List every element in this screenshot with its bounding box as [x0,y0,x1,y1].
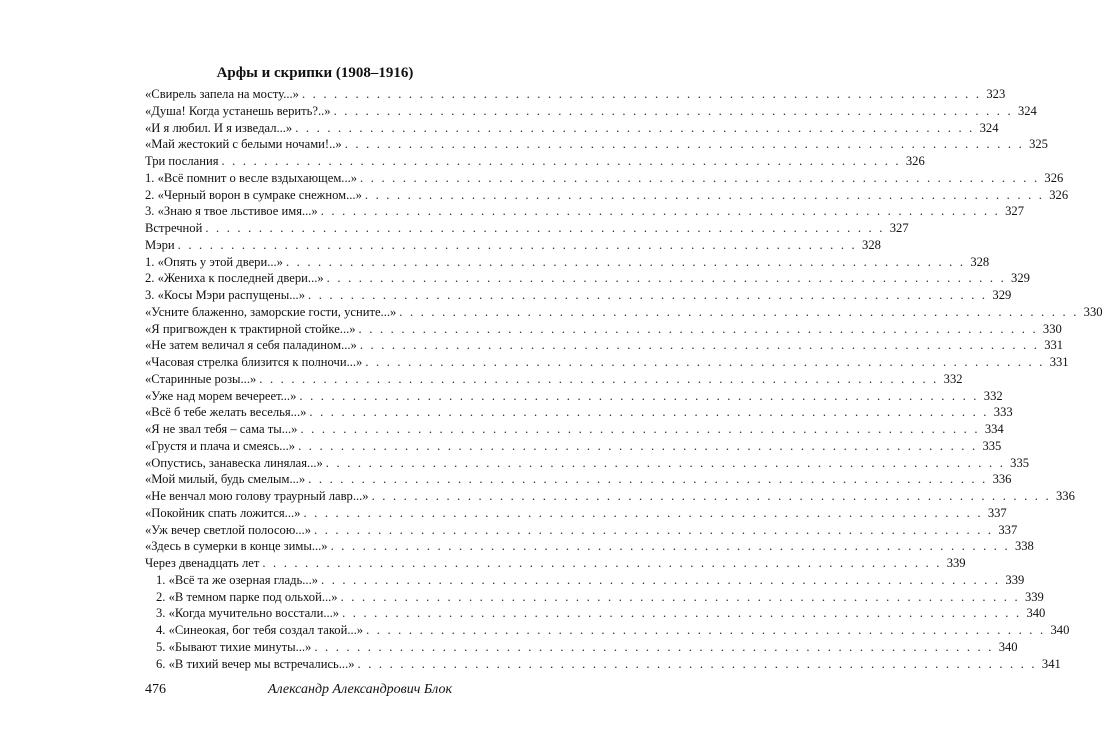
toc-entry-title: 3. «Когда мучительно восстали...» [156,606,340,621]
toc-entry [145,187,1069,204]
toc-entry-title: 2. «В темном парке под ольхой...» [156,589,338,604]
toc-entry-page: 327 [1005,204,1024,219]
toc-entry [145,622,1070,639]
toc-entry-page: 340 [998,639,1018,654]
toc-entry-title: 6. «В тихий вечер мы встречались...» [156,656,355,671]
toc-entry [145,170,1064,187]
toc-entry-title: Мэри [145,237,175,252]
dot-leader: . . . . . . . . . . . . . . . . . . . . . . . . . . . . . . . . . . . . . . . . . . . . . . . . . . . . . . . . . . . . . . . . [325,455,1006,470]
toc-entry-title: «Уж вечер светлой полосою...» [145,522,311,537]
toc-entry-title: 3. «Косы Мэри распущены...» [145,288,306,302]
dot-leader: . . . . . . . . . . . . . . . . . . . . . . . . . . . . . . . . . . . . . . . . . . . . . . . . . . . . . . . . . . . . . . . . [262,556,942,570]
toc-entry-title: «Грустя и плача и смеясь...» [145,438,296,453]
toc-entry [145,471,1012,488]
toc-entry [145,656,1061,673]
toc-entry-page: 329 [1011,271,1030,286]
dot-leader: . . . . . . . . . . . . . . . . . . . . . . . . . . . . . . . . . . . . . . . . . . . . . . . . . . . . . . . . . . . . . . . . [308,472,988,487]
toc-entry [145,220,909,237]
dot-leader: . . . . . . . . . . . . . . . . . . . . . . . . . . . . . . . . . . . . . . . . . . . . . . . . . . . . . . . . . . . . . . . . [303,505,983,520]
toc-entry-title: Встречной [145,221,203,235]
toc-entry-page: 331 [1049,355,1069,369]
toc-entry-title: 2. «Жениха к последней двери...» [145,271,324,286]
dot-leader: . . . . . . . . . . . . . . . . . . . . . . . . . . . . . . . . . . . . . . . . . . . . . . . . . . . . . . . . . . . . . . . . [357,656,1037,671]
dot-leader: . . . . . . . . . . . . . . . . . . . . . . . . . . . . . . . . . . . . . . . . . . . . . . . . . . . . . . . . . . . . . . . . [301,87,982,101]
dot-leader: . . . . . . . . . . . . . . . . . . . . . . . . . . . . . . . . . . . . . . . . . . . . . . . . . . . . . . . . . . . . . . . . [340,589,1020,604]
toc-entry-title: «Я пригвожден к трактирной стойке...» [145,321,356,336]
toc-entry [145,103,1037,120]
toc-entry-page: 339 [946,556,966,570]
toc-entry-page: 337 [998,522,1018,537]
toc-entry [145,488,1075,505]
dot-leader: . . . . . . . . . . . . . . . . . . . . . . . . . . . . . . . . . . . . . . . . . . . . . . . . . . . . . . . . . . . . . . . . [285,254,966,269]
dot-leader: . . . . . . . . . . . . . . . . . . . . . . . . . . . . . . . . . . . . . . . . . . . . . . . . . . . . . . . . . . . . . . . . [298,438,978,453]
toc-entry-page: 327 [889,221,909,235]
toc-entry-page: 329 [992,288,1012,302]
toc-entry-title: «Здесь в сумерки в конце зимы...» [145,539,328,554]
toc-entry-page: 340 [1050,623,1070,637]
toc-entry [145,522,1018,539]
dot-leader: . . . . . . . . . . . . . . . . . . . . . . . . . . . . . . . . . . . . . . . . . . . . . . . . . . . . . . . . . . . . . . . . [177,237,857,252]
toc-entry-page: 340 [1026,606,1046,621]
toc-entry [145,589,1044,606]
toc-entry [145,86,1006,103]
dot-leader: . . . . . . . . . . . . . . . . . . . . . . . . . . . . . . . . . . . . . . . . . . . . . . . . . . . . . . . . . . . . . . . . [366,623,1046,637]
toc-entry-page: 335 [982,438,1002,453]
toc-entry-page: 337 [987,505,1007,520]
toc-entry-page: 326 [905,154,925,168]
toc-entry-title: 1. «Всё помнит о весле вздыхающем...» [145,170,358,185]
dot-leader: . . . . . . . . . . . . . . . . . . . . . . . . . . . . . . . . . . . . . . . . . . . . . . . . . . . . . . . . . . . . . . . . [321,572,1001,587]
toc-entry-page: 324 [979,120,999,135]
toc-entry-title: «Покойник спать ложится...» [145,505,301,520]
toc-entry [145,304,1103,321]
toc-entry [145,438,1002,455]
toc-entry [145,404,1013,421]
toc-entry-page: 339 [1024,589,1044,604]
toc-entry-title: Три послания [145,154,219,168]
dot-leader: . . . . . . . . . . . . . . . . . . . . . . . . . . . . . . . . . . . . . . . . . . . . . . . . . . . . . . . . . . . . . . . . [221,154,901,168]
toc-entry [145,153,925,170]
toc-entry-page: 338 [1014,539,1034,554]
toc-entry-page: 328 [862,237,881,252]
toc-entry [145,287,1012,304]
dot-leader: . . . . . . . . . . . . . . . . . . . . . . . . . . . . . . . . . . . . . . . . . . . . . . . . . . . . . . . . . . . . . . . . [259,371,939,386]
toc-entry-page: 330 [1042,321,1062,336]
dot-leader: . . . . . . . . . . . . . . . . . . . . . . . . . . . . . . . . . . . . . . . . . . . . . . . . . . . . . . . . . . . . . . . . [330,539,1010,554]
toc-entry-title: «Свирель запела на мосту...» [145,87,299,101]
toc-entry-title: «Не венчал мою голову траурный лавр...» [145,489,369,503]
toc-entry-page: 336 [1055,489,1075,503]
toc-entry [145,237,881,254]
toc-entry [145,455,1030,472]
toc-entry-title: «Часовая стрелка близится к полночи...» [145,355,363,369]
toc-entry [145,136,1048,153]
toc-entry-title: «Старинные розы...» [145,371,257,386]
toc-entry-title: «Усните блаженно, заморские гости, усните...» [145,304,397,319]
toc-entry [145,254,990,271]
toc-entry [145,203,1024,220]
toc-entry-title: «Мой милый, будь смелым...» [145,472,306,487]
toc-entry-title: «Май жестокий с белыми ночами!..» [145,137,342,152]
section-title: Арфы и скрипки (1908–1916) [216,65,414,81]
toc-entry-title: 1. «Всё та же озерная гладь...» [156,572,319,587]
toc-entry [145,572,1025,589]
toc-entry-title: «Опустись, занавеска линялая...» [145,455,323,470]
toc-entry-page: 334 [984,422,1004,436]
toc-entry-page: 332 [983,388,1003,403]
toc-entry-title: 1. «Опять у этой двери...» [145,254,283,269]
dot-leader: . . . . . . . . . . . . . . . . . . . . . . . . . . . . . . . . . . . . . . . . . . . . . . . . . . . . . . . . . . . . . . . . [320,204,1000,219]
toc-entry-title: 5. «Бывают тихие минуты...» [156,639,312,654]
toc-entry [145,270,1030,287]
toc-entry-page: 325 [1029,137,1048,152]
footer-page-number: 476 [145,682,166,697]
dot-leader: . . . . . . . . . . . . . . . . . . . . . . . . . . . . . . . . . . . . . . . . . . . . . . . . . . . . . . . . . . . . . . . . [360,170,1040,185]
dot-leader: . . . . . . . . . . . . . . . . . . . . . . . . . . . . . . . . . . . . . . . . . . . . . . . . . . . . . . . . . . . . . . . . [371,489,1051,503]
toc-entry [145,354,1069,371]
toc-entry-page: 326 [1049,187,1069,202]
toc-entry-page: 336 [992,472,1012,487]
toc-entry-title: «Я не звал тебя – сама ты...» [145,422,298,436]
toc-entry [145,388,1003,405]
dot-leader: . . . . . . . . . . . . . . . . . . . . . . . . . . . . . . . . . . . . . . . . . . . . . . . . . . . . . . . . . . . . . . . . [364,187,1045,202]
dot-leader: . . . . . . . . . . . . . . . . . . . . . . . . . . . . . . . . . . . . . . . . . . . . . . . . . . . . . . . . . . . . . . . . [358,321,1038,336]
dot-leader: . . . . . . . . . . . . . . . . . . . . . . . . . . . . . . . . . . . . . . . . . . . . . . . . . . . . . . . . . . . . . . . . [326,271,1006,286]
toc-entry-page: 333 [993,405,1013,420]
toc-entry-title: 4. «Синеокая, бог тебя создал такой...» [156,623,364,637]
toc-entry-page: 331 [1044,338,1064,353]
toc-entry [145,421,1004,438]
toc-entry [145,538,1034,555]
toc-entry-title: 3. «Знаю я твое льстивое имя...» [145,204,318,219]
toc-entry [145,337,1064,354]
dot-leader: . . . . . . . . . . . . . . . . . . . . . . . . . . . . . . . . . . . . . . . . . . . . . . . . . . . . . . . . . . . . . . . . [314,639,994,654]
dot-leader: . . . . . . . . . . . . . . . . . . . . . . . . . . . . . . . . . . . . . . . . . . . . . . . . . . . . . . . . . . . . . . . . [309,405,989,420]
table-of-contents [145,86,1103,672]
toc-entry-page: 326 [1044,170,1064,185]
toc-entry-title: «И я любил. И я изведал...» [145,120,293,135]
toc-entry-page: 335 [1010,455,1030,470]
toc-entry [145,639,1018,656]
toc-entry [145,555,966,572]
dot-leader: . . . . . . . . . . . . . . . . . . . . . . . . . . . . . . . . . . . . . . . . . . . . . . . . . . . . . . . . . . . . . . . . [300,422,980,436]
dot-leader: . . . . . . . . . . . . . . . . . . . . . . . . . . . . . . . . . . . . . . . . . . . . . . . . . . . . . . . . . . . . . . . . [359,338,1040,353]
toc-entry-title: «Всё б тебе желать веселья...» [145,405,307,420]
toc-entry-page: 323 [986,87,1006,101]
dot-leader: . . . . . . . . . . . . . . . . . . . . . . . . . . . . . . . . . . . . . . . . . . . . . . . . . . . . . . . . . . . . . . . . [365,355,1045,369]
dot-leader: . . . . . . . . . . . . . . . . . . . . . . . . . . . . . . . . . . . . . . . . . . . . . . . . . . . . . . . . . . . . . . . . [314,522,994,537]
dot-leader: . . . . . . . . . . . . . . . . . . . . . . . . . . . . . . . . . . . . . . . . . . . . . . . . . . . . . . . . . . . . . . . . [342,606,1022,621]
toc-entry [145,371,963,388]
toc-entry-title: 2. «Черный ворон в сумраке снежном...» [145,187,362,202]
toc-entry [145,321,1062,338]
dot-leader: . . . . . . . . . . . . . . . . . . . . . . . . . . . . . . . . . . . . . . . . . . . . . . . . . . . . . . . . . . . . . . . . [399,304,1079,319]
dot-leader: . . . . . . . . . . . . . . . . . . . . . . . . . . . . . . . . . . . . . . . . . . . . . . . . . . . . . . . . . . . . . . . . [344,137,1024,152]
toc-entry [145,120,999,137]
toc-entry-title: «Уже над морем вечереет...» [145,388,297,403]
dot-leader: . . . . . . . . . . . . . . . . . . . . . . . . . . . . . . . . . . . . . . . . . . . . . . . . . . . . . . . . . . . . . . . . [308,288,988,302]
dot-leader: . . . . . . . . . . . . . . . . . . . . . . . . . . . . . . . . . . . . . . . . . . . . . . . . . . . . . . . . . . . . . . . . [333,103,1013,118]
toc-entry [145,505,1007,522]
toc-entry-page: 328 [970,254,990,269]
toc-entry [145,605,1046,622]
dot-leader: . . . . . . . . . . . . . . . . . . . . . . . . . . . . . . . . . . . . . . . . . . . . . . . . . . . . . . . . . . . . . . . . [299,388,979,403]
toc-entry-page: 324 [1017,103,1037,118]
toc-entry-title: «Душа! Когда устанешь верить?..» [145,103,331,118]
toc-entry-page: 332 [943,371,963,386]
footer-author: Александр Александрович Блок [267,682,452,697]
toc-entry-page: 339 [1005,572,1025,587]
toc-entry-title: «Не затем величал я себя паладином...» [145,338,357,353]
dot-leader: . . . . . . . . . . . . . . . . . . . . . . . . . . . . . . . . . . . . . . . . . . . . . . . . . . . . . . . . . . . . . . . . [295,120,975,135]
toc-entry-title: Через двенадцать лет [145,556,260,570]
dot-leader: . . . . . . . . . . . . . . . . . . . . . . . . . . . . . . . . . . . . . . . . . . . . . . . . . . . . . . . . . . . . . . . . [205,221,885,235]
toc-entry-page: 330 [1083,304,1103,319]
toc-entry-page: 341 [1041,656,1061,671]
